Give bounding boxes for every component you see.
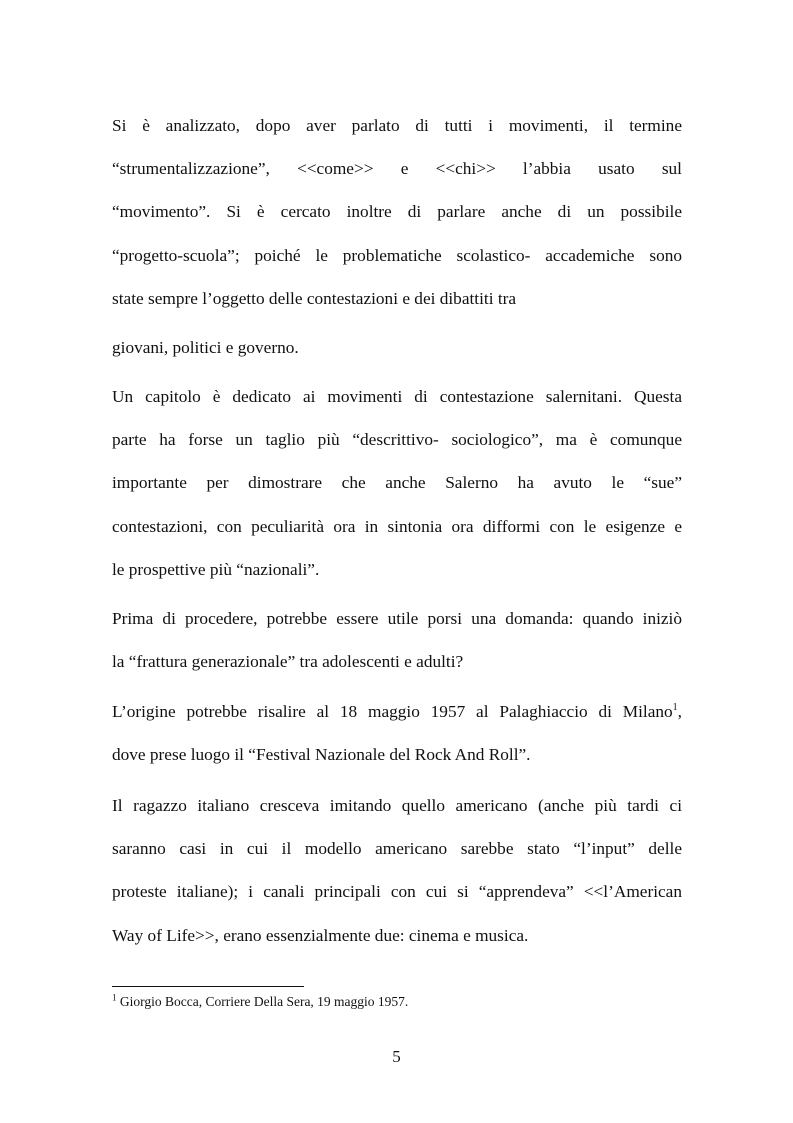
page-number: 5	[392, 1047, 401, 1066]
paragraph-question	[112, 597, 682, 683]
text-line: state sempre l’oggetto delle contestazioni e dei dibattiti tra	[112, 288, 517, 308]
paragraph-salerno	[112, 375, 682, 591]
text-line: “progetto-scuola”; poiché le problematiche scolastico- accademiche sono	[112, 245, 682, 265]
paragraph-american	[112, 784, 682, 957]
punctuation: ,	[677, 702, 682, 721]
text-line: proteste italiane); i canali principali con cui si “apprendeva” <<l’American	[112, 882, 682, 902]
paragraph-continuation	[112, 326, 682, 369]
footnote-text: Giorgio Bocca, Corriere Della Sera, 19 maggio 1957.	[116, 994, 409, 1009]
text-line: “movimento”. Si è cercato inoltre di parlare anche di un possibile	[112, 202, 682, 222]
text-line: Un capitolo è dedicato ai movimenti di contestazione salernitani. Questa	[112, 387, 682, 406]
text-line: “strumentalizzazione”, <<come>> e <<chi>> l’abbia usato sul	[112, 159, 682, 179]
text-line: contestazioni, con peculiarità ora in sintonia ora difformi con le esigenze e	[112, 516, 682, 536]
footnote	[112, 993, 408, 1011]
paragraph-intro	[112, 104, 682, 320]
text-line: giovani, politici e governo.	[112, 338, 299, 357]
footnote-divider	[112, 986, 304, 987]
paragraph-origin	[112, 690, 682, 776]
text-line: Prima di procedere, potrebbe essere utile porsi una domanda: quando iniziò	[112, 609, 682, 628]
text-line: Il ragazzo italiano cresceva imitando quello americano (anche più tardi ci	[112, 796, 682, 815]
footnote-number: 1	[112, 992, 117, 1003]
text-line: L’origine potrebbe risalire al 18 maggio 1957 al Palaghiaccio di Milano	[112, 702, 673, 721]
text-line: Si è analizzato, dopo aver parlato di tutti i movimenti, il termine	[112, 116, 682, 135]
text-line-with-footnote-ref	[112, 690, 682, 733]
text-line: saranno casi in cui il modello americano sarebbe stato “l’input” delle	[112, 839, 682, 859]
text-line: Way of Life>>, erano essenzialmente due: cinema e musica.	[112, 925, 529, 945]
footnote-reference[interactable]: 1	[672, 702, 678, 714]
text-line: dove prese luogo il “Festival Nazionale del Rock And Roll”.	[112, 745, 531, 765]
text-line: la “frattura generazionale” tra adolescenti e adulti?	[112, 652, 464, 672]
text-line: importante per dimostrare che anche Salerno ha avuto le “sue”	[112, 473, 682, 493]
text-line: le prospettive più “nazionali”.	[112, 559, 320, 579]
text-line: parte ha forse un taglio più “descrittivo- sociologico”, ma è comunque	[112, 430, 682, 450]
